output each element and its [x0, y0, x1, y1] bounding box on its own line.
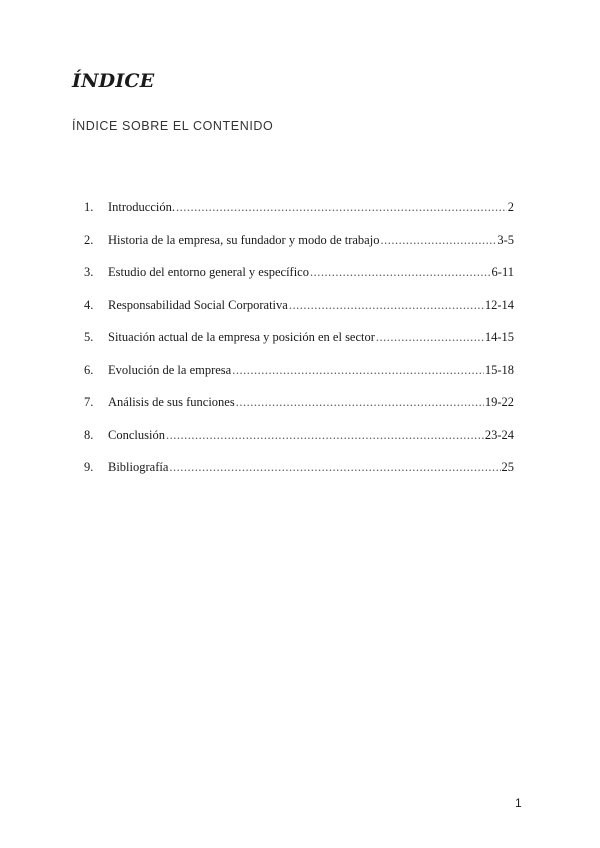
- toc-leader-dots: [166, 428, 484, 443]
- toc-item-title: Evolución de la empresa: [108, 362, 232, 377]
- toc-item: [84, 330, 514, 363]
- toc-item-page: 6-11: [491, 265, 514, 279]
- toc-leader-dots: [236, 395, 484, 410]
- toc-leader-dots: [376, 330, 484, 345]
- toc-item-number: 6.: [84, 362, 94, 377]
- page-number: 1: [515, 796, 522, 810]
- toc-item: [84, 233, 514, 266]
- toc-item: [84, 363, 514, 396]
- toc-item-number: 1.: [84, 200, 94, 214]
- toc-leader-dots: [176, 200, 507, 215]
- page-title: ÍNDICE: [72, 70, 155, 92]
- toc-item: [84, 265, 514, 298]
- toc-item-page: 19-22: [484, 395, 514, 409]
- toc-item-title: Análisis de sus funciones: [108, 395, 235, 409]
- toc-item-title: Bibliografía: [108, 460, 169, 474]
- toc-item-number: 8.: [84, 427, 94, 442]
- toc-item-title: Conclusión: [108, 427, 165, 442]
- toc-item-title: Historia de la empresa, su fundador y modo de trabajo: [108, 232, 380, 247]
- toc-item-number: 4.: [84, 297, 94, 312]
- toc-item-page: 23-24: [484, 427, 514, 442]
- toc-leader-dots: [380, 233, 496, 248]
- toc-item: [84, 298, 514, 331]
- toc-item-title: Situación actual de la empresa y posición en el sector: [108, 330, 375, 344]
- toc-item-number: 2.: [84, 232, 94, 247]
- subtitle: ÍNDICE SOBRE EL CONTENIDO: [72, 119, 274, 133]
- toc-item-page: 25: [501, 460, 514, 474]
- toc-leader-dots: [232, 363, 484, 378]
- toc-leader-dots: [289, 298, 484, 313]
- toc-item-number: 5.: [84, 330, 94, 344]
- toc-item-number: 9.: [84, 460, 94, 474]
- toc-item-title: Estudio del entorno general y específico: [108, 265, 309, 279]
- toc-item-page: 14-15: [484, 330, 514, 344]
- toc-item-page: 2: [507, 200, 514, 214]
- toc-item-page: 12-14: [484, 297, 514, 312]
- toc-item-title: Responsabilidad Social Corporativa: [108, 297, 288, 312]
- toc-item: [84, 395, 514, 428]
- toc-leader-dots: [310, 265, 491, 280]
- toc-item-title: Introducción.: [108, 200, 175, 214]
- table-of-contents: [84, 200, 514, 493]
- toc-item-number: 3.: [84, 265, 94, 279]
- toc-item: [84, 200, 514, 233]
- toc-item-page: 3-5: [497, 232, 514, 247]
- toc-item: [84, 428, 514, 461]
- toc-item-page: 15-18: [484, 362, 514, 377]
- toc-leader-dots: [169, 460, 500, 475]
- toc-item-number: 7.: [84, 395, 94, 409]
- toc-item: [84, 460, 514, 493]
